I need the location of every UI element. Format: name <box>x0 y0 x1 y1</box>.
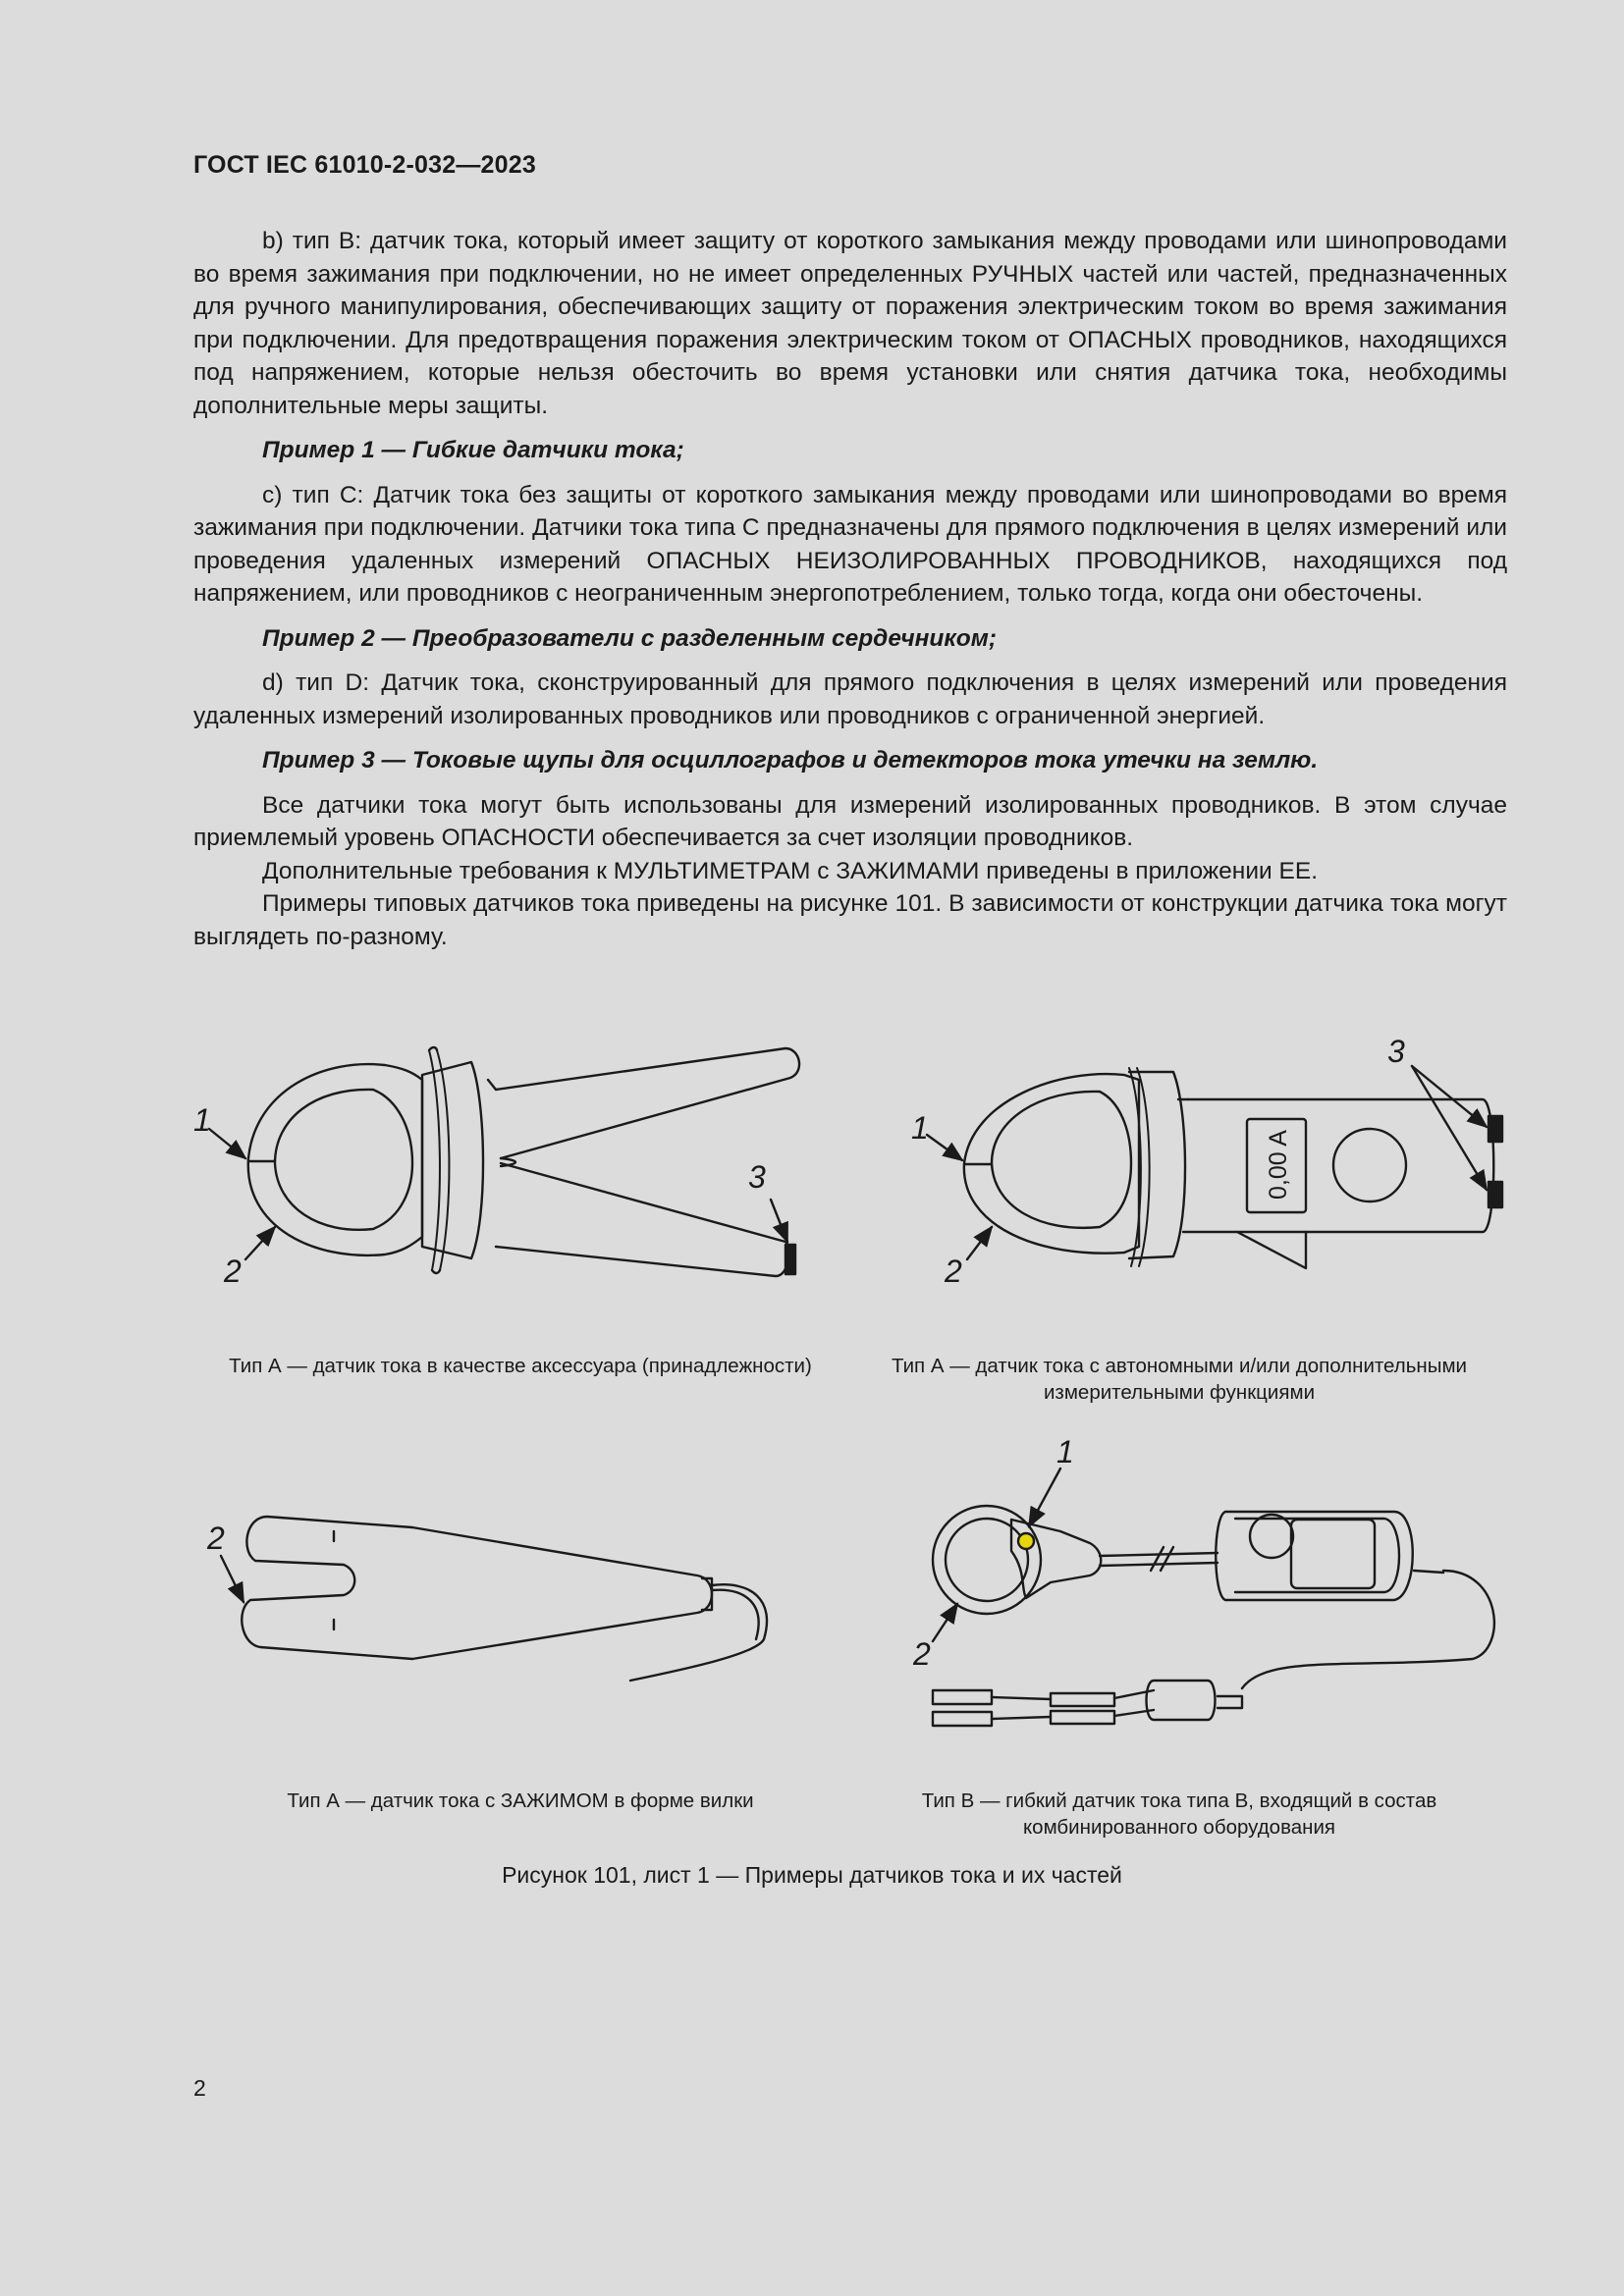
paragraph-figure-ref: Примеры типовых датчиков тока приведены на рисунке 101. В зависимости от конструкции датчика тока могут выглядеть по-разному. <box>193 890 1507 950</box>
label-2: 2 <box>224 1254 242 1289</box>
caption-d: Тип B — гибкий датчик тока типа B, входящий в состав комбинированного оборудования <box>921 1789 1437 1839</box>
document-header: ГОСТ IEC 61010-2-032—2023 <box>193 151 536 179</box>
label-1: 1 <box>911 1110 929 1146</box>
label-3: 3 <box>748 1159 766 1195</box>
label-1: 1 <box>193 1102 211 1138</box>
label-2: 2 <box>945 1254 962 1289</box>
paragraph-type-d: d) тип D: Датчик тока, сконструированный для прямого подключения в целях измерений или проведения удаленных измерений изолированных проводников или проводников с ограниченной энергией. <box>193 669 1507 729</box>
meter-display: 0,00 A <box>1265 1130 1292 1200</box>
paragraph-type-b: b) тип B: датчик тока, который имеет защиту от короткого замыкания между проводами или шинопроводами во время зажимания при подключении, но не имеет определенных РУЧНЫХ частей или частей, предназначенных для ручного манипулирования, обеспечивающих защиту от поражения электрическим током во время зажимания при подключении. Для предотвращения поражения электрическим током от ОПАСНЫХ проводников, находящихся под напряжением, которые нельзя обесточить во время установки или снятия датчика тока, необходимы дополнительные меры защиты. <box>193 228 1507 419</box>
example-1: Пример 1 — Гибкие датчики тока; <box>262 437 684 463</box>
flexible-sensor-drawing <box>912 1434 1494 1726</box>
caption-b: Тип А — датчик тока с автономными и/или дополнительными измерительными функциями <box>891 1355 1468 1404</box>
label-1: 1 <box>1056 1434 1074 1469</box>
figure-title: Рисунок 101, лист 1 — Примеры датчиков тока и их частей <box>502 1862 1122 1888</box>
caption-c: Тип А — датчик тока с ЗАЖИМОМ в форме вилки <box>287 1789 754 1812</box>
paragraph-type-c: c) тип C: Датчик тока без защиты от короткого замыкания между проводами или шинопроводами во время зажимания при подключении. Датчики тока типа C предназначены для прямого подключения в целях измерений или проведения удаленных измерений ОПАСНЫХ НЕИЗОЛИРОВАННЫХ ПРОВОДНИКОВ, находящихся под напряжением, или проводников с неограниченным энергопотреблением, только тогда, когда они обесточены. <box>193 481 1507 607</box>
label-2: 2 <box>207 1521 225 1556</box>
label-2: 2 <box>913 1636 931 1672</box>
example-2: Пример 2 — Преобразователи с разделенным сердечником; <box>262 624 998 652</box>
page-number: 2 <box>193 2075 206 2101</box>
label-3: 3 <box>1387 1034 1405 1069</box>
paragraph-insulated: Все датчики тока могут быть использованы для измерений изолированных проводников. В этом случае приемлемый уровень ОПАСНОСТИ обеспечивается за счет изоляции проводников. <box>193 791 1507 851</box>
fork-clamp-drawing <box>206 1517 767 1681</box>
clamp-meter-drawing <box>911 1034 1502 1289</box>
caption-a: Тип А — датчик тока в качестве аксессуара (принадлежности) <box>229 1355 812 1377</box>
paragraph-annex-ee: Дополнительные требования к МУЛЬТИМЕТРАМ с ЗАЖИМАМИ приведены в приложении ЕЕ. <box>262 857 1319 884</box>
clamp-accessory-drawing <box>193 1047 799 1289</box>
example-3: Пример 3 — Токовые щупы для осциллографов и детекторов тока утечки на землю. <box>262 747 1319 774</box>
